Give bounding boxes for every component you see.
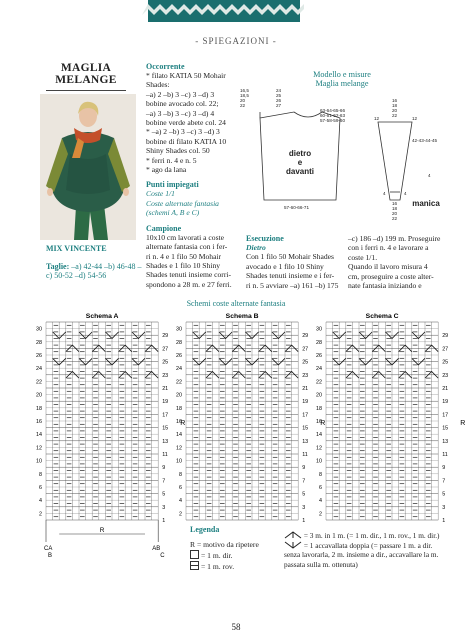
row-number-left: 24 (176, 366, 182, 373)
materials-line: Shades: (146, 80, 170, 90)
row-number-left: 26 (36, 353, 42, 359)
model-title-line-1: Modello e misure (313, 70, 371, 79)
materials-heading: Occorrente (146, 62, 185, 71)
marker-c: C (160, 553, 165, 559)
stitch-line: Coste alternate fantasia (146, 198, 219, 208)
legend-knit: = 1 m. dir. (190, 550, 300, 561)
row-number-left: 6 (39, 485, 42, 491)
row-number-left: 2 (39, 511, 42, 518)
execution-line: ri n. 5 avviare –a) 161 –b) 175 (246, 280, 339, 290)
row-number-left: 26 (316, 353, 322, 359)
row-number-right: 1 (162, 518, 166, 524)
gauge-line: Shades tenuti insieme corri- (146, 270, 231, 280)
legend-increase: = 3 m. in 1 m. (= 1 m. dir., 1 m. rov., 1 m. dir.) (284, 531, 460, 541)
repeat-marker: R (320, 420, 326, 427)
execution-subheading: Dietro (246, 243, 266, 252)
marker-ca: CA (44, 546, 53, 552)
row-number-right: 15 (162, 425, 169, 432)
row-number-right: 25 (302, 359, 309, 366)
execution-line: –c) 186 –d) 199 m. Proseguire (348, 234, 441, 243)
dim-neck-b: 60-61-62-63 (320, 113, 346, 118)
row-number-right: 11 (162, 452, 168, 458)
row-number-left: 16 (316, 419, 322, 425)
row-number-right: 29 (442, 333, 449, 340)
materials-line: Shiny Shades col. 50 (146, 146, 210, 156)
sizes-value: –a) 42-44 –b) 46-48 –c) 50-52 –d) 54-56 (46, 262, 142, 280)
row-number-left: 2 (179, 511, 182, 518)
materials-line: * filato KATIA 50 Mohair (146, 71, 226, 80)
dim-sleeve-top-c: 20 (392, 108, 398, 113)
dim-sleeve-length: 42-43-44-45 (412, 138, 438, 143)
row-number-left: 22 (36, 379, 42, 386)
row-number-left: 16 (176, 419, 182, 425)
charts-section-title: Schemi coste alternate fantasia (186, 299, 286, 308)
row-number-right: 23 (302, 372, 309, 379)
dim-armhole-d: 27 (276, 103, 282, 108)
materials-line: * ago da lana (146, 165, 187, 175)
chart-title: Schema C (365, 313, 399, 320)
row-number-left: 14 (316, 432, 322, 439)
dim-body-width: 57-60-66-71 (284, 205, 310, 210)
row-number-right: 5 (162, 491, 166, 498)
marker-ab: AB (152, 546, 161, 552)
row-number-left: 26 (176, 353, 182, 359)
execution-line: cm, proseguire a coste alter- (348, 271, 434, 281)
dim-sleeve-side-left: 12 (374, 116, 380, 121)
dim-sleeve-cuff-side: 4 (383, 191, 386, 196)
garment-schematic (236, 82, 442, 224)
execution-column (246, 234, 352, 290)
row-number-left: 8 (179, 471, 182, 478)
row-number-right: 21 (302, 386, 309, 392)
dim-sleeve-cuff: 4 (428, 173, 431, 178)
row-number-right: 21 (162, 386, 169, 392)
row-number-right: 13 (302, 438, 309, 445)
row-number-left: 30 (176, 326, 182, 333)
row-number-right: 11 (442, 452, 448, 458)
dim-height-c: 20 (240, 98, 246, 103)
row-number-left: 18 (176, 405, 182, 412)
dim-armhole-a: 24 (276, 88, 282, 93)
row-number-left: 20 (176, 392, 182, 399)
chart-schema-b (176, 313, 325, 524)
legend-decrease-cont-1: senza lavorarla, 2 m. insieme a dir., accavallare la m. (284, 550, 439, 559)
row-number-left: 22 (176, 379, 182, 386)
label-back-front-2: e (297, 158, 303, 167)
row-number-right: 23 (162, 372, 169, 379)
execution-line: Con 1 filo 50 Mohair Shades (246, 252, 334, 262)
dim-sleeve-bottom-a: 16 (392, 201, 398, 206)
row-number-right: 13 (162, 438, 169, 445)
execution-line: nate fantasia iniziando e (348, 281, 422, 291)
section-header: - SPIEGAZIONI - (195, 36, 277, 46)
label-back-front-1: dietro (288, 149, 312, 158)
row-number-left: 28 (36, 339, 42, 346)
page-number: 58 (231, 622, 241, 632)
row-number-left: 22 (316, 379, 322, 386)
legend-repeat: R = motivo da ripetere (190, 540, 259, 549)
legend-symbols (284, 531, 460, 569)
row-number-right: 1 (302, 518, 306, 524)
row-number-right: 15 (442, 425, 449, 432)
row-number-right: 1 (442, 518, 446, 524)
legend-purl: = 1 m. rov. (190, 561, 300, 572)
chart-title: Schema B (225, 313, 259, 320)
row-number-right: 3 (302, 504, 306, 511)
row-number-right: 9 (162, 465, 166, 472)
row-number-left: 24 (316, 366, 322, 373)
row-number-left: 8 (319, 471, 322, 478)
row-number-left: 30 (316, 326, 322, 333)
row-number-left: 2 (319, 511, 322, 518)
row-number-right: 9 (442, 465, 446, 472)
row-number-left: 20 (36, 392, 42, 399)
chart-schema-a (36, 313, 185, 559)
row-number-left: 18 (36, 405, 42, 412)
gauge-line: Shades e 1 filo 10 Shiny (146, 260, 221, 270)
row-number-left: 14 (36, 432, 42, 439)
stitches-heading: Punti impiegati (146, 180, 199, 190)
model-photo (40, 94, 136, 240)
row-number-right: 25 (442, 359, 449, 366)
row-number-right: 19 (302, 399, 309, 406)
row-number-right: 5 (302, 491, 306, 498)
dim-sleeve-cuff-right: 4 (404, 191, 407, 196)
row-number-left: 28 (176, 339, 182, 346)
row-number-right: 29 (302, 333, 309, 340)
row-number-left: 4 (319, 498, 322, 505)
gauge-line: spondono a 28 m. e 27 ferri. (146, 279, 232, 289)
repeat-marker: R (180, 420, 186, 427)
materials-line: * ferri n. 4 e n. 5 (146, 155, 197, 165)
row-number-left: 14 (176, 432, 182, 439)
dim-sleeve-bottom-b: 18 (392, 206, 398, 211)
dim-sleeve-top-b: 18 (392, 103, 398, 108)
row-number-left: 12 (36, 445, 42, 452)
gauge-heading: Campione (146, 223, 182, 233)
row-number-left: 6 (319, 485, 322, 491)
row-number-right: 11 (302, 452, 308, 458)
row-number-right: 5 (442, 491, 446, 498)
repeat-marker: R (460, 420, 466, 427)
dim-height-b: 18,5 (240, 93, 249, 98)
dim-height-a: 16,5 (240, 88, 249, 93)
materials-line: bobine avocado col. 22; (146, 99, 219, 109)
row-number-left: 12 (316, 445, 322, 452)
row-number-left: 20 (316, 392, 322, 399)
dim-height-d: 22 (240, 103, 246, 108)
materials-line: bobine di filato KATIA 10 (146, 136, 227, 146)
increase-symbol-icon (284, 531, 302, 539)
chart-schema-c (316, 313, 465, 524)
dim-sleeve-top-d: 22 (392, 113, 398, 118)
dim-neck-a: 63-64-65-66 (320, 108, 346, 113)
dim-neck-c: 57-58-59-60 (320, 118, 346, 123)
row-number-right: 19 (442, 399, 449, 406)
row-number-right: 7 (162, 478, 166, 485)
execution-line: avocado e 1 filo 10 Shiny (246, 261, 324, 271)
dim-sleeve-top-a: 16 (392, 98, 398, 103)
row-number-right: 27 (302, 346, 309, 353)
label-sleeve: manica (412, 199, 440, 208)
row-number-right: 27 (162, 346, 169, 353)
materials-line: –a) 3 –b) 3 –c) 3 –d) 4 (146, 108, 215, 118)
row-number-right: 17 (442, 412, 449, 419)
row-number-right: 13 (442, 438, 449, 445)
article-title: MAGLIA MELANGE (55, 62, 117, 86)
legend-decrease-cont-2: passata sulla m. ottenuta) (284, 559, 358, 569)
gauge-line: 10x10 cm lavorati a coste (146, 232, 225, 242)
row-number-left: 18 (316, 405, 322, 412)
row-number-left: 10 (176, 458, 182, 465)
dim-sleeve-bottom-d: 22 (392, 216, 398, 221)
row-number-right: 9 (302, 465, 306, 472)
execution-line: Shades tenuti insieme e i fer- (246, 271, 335, 281)
sizes-label: Taglie: (46, 262, 70, 271)
chart-title: Schema A (85, 313, 119, 320)
row-number-left: 30 (36, 326, 42, 333)
materials-line: –a) 2 –b) 3 –c) 3 –d) 3 (146, 89, 215, 99)
execution-text-continued (348, 234, 454, 290)
row-number-left: 24 (36, 366, 42, 373)
execution-text (246, 252, 352, 290)
legend-title: Legenda (190, 525, 220, 534)
row-number-right: 19 (162, 399, 169, 406)
row-number-right: 21 (442, 386, 449, 392)
row-number-left: 10 (36, 458, 42, 465)
dim-sleeve-bottom-c: 20 (392, 211, 398, 216)
execution-heading: Esecuzione (246, 234, 284, 243)
row-number-left: 28 (316, 339, 322, 346)
double-decrease-symbol-icon (284, 541, 302, 549)
row-number-right: 17 (302, 412, 309, 419)
row-number-left: 10 (316, 458, 322, 465)
row-number-right: 23 (442, 372, 449, 379)
execution-line: Quando il lavoro misura 4 (348, 262, 428, 272)
row-number-right: 15 (302, 425, 309, 432)
marker-b: B (48, 553, 53, 559)
execution-line: coste 1/1. (348, 252, 378, 262)
dim-armhole-c: 26 (276, 98, 282, 103)
row-number-left: 16 (36, 419, 42, 425)
row-number-left: 12 (176, 445, 182, 452)
materials-line: bobine verde abete col. 24 (146, 118, 226, 128)
title-divider (46, 90, 126, 91)
execution-line: con i ferri n. 4 e lavorare a (348, 243, 429, 253)
dim-sleeve-side-right: 12 (412, 116, 418, 121)
row-number-right: 17 (162, 412, 169, 419)
row-number-right: 7 (442, 478, 446, 485)
legend-decrease: = 1 accavallata doppia (= passare 1 m. a dir. (284, 541, 460, 551)
row-number-right: 25 (162, 359, 169, 366)
row-number-right: 29 (162, 333, 169, 340)
gauge-line: ri n. 4 e 1 filo 50 Mohair (146, 251, 222, 261)
mix-title: MIX VINCENTE (46, 244, 107, 253)
model-title-line-2: Maglia melange (315, 79, 369, 88)
label-back-front-3: davanti (285, 167, 315, 176)
gauge-line: alternate fantasia con i fer- (146, 242, 228, 252)
row-number-left: 4 (179, 498, 182, 505)
row-number-left: 8 (39, 471, 42, 478)
row-number-right: 27 (442, 346, 449, 353)
gauge-text (146, 233, 252, 289)
materials-line: * –a) 2 –b) 3 –c) 3 –d) 3 (146, 127, 220, 137)
row-number-left: 6 (179, 485, 182, 491)
row-number-right: 7 (302, 478, 306, 485)
stitch-line: Coste 1/1 (146, 189, 175, 199)
repeat-marker: R (99, 527, 105, 534)
stitch-line: (schemi A, B e C) (146, 208, 200, 218)
sizes (46, 262, 146, 280)
knit-pattern-banner (148, 0, 300, 22)
row-number-right: 3 (442, 504, 446, 511)
execution-column-continued (348, 234, 454, 290)
row-number-right: 3 (162, 504, 166, 511)
dim-armhole-b: 25 (276, 93, 282, 98)
row-number-left: 4 (39, 498, 42, 505)
